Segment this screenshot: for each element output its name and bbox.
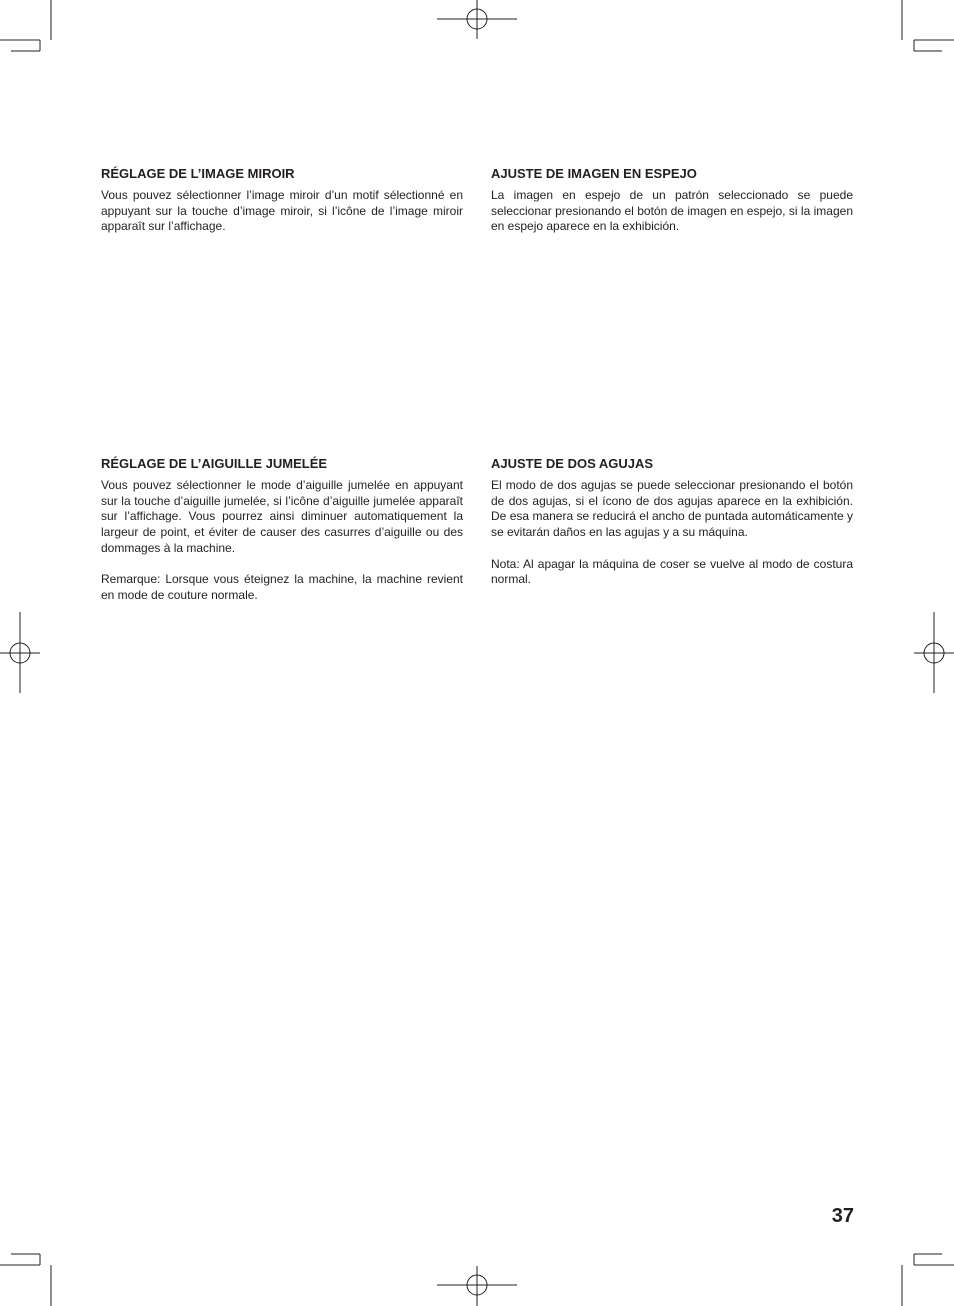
page-number: 37 [831, 1205, 854, 1227]
section-heading: AJUSTE DE DOS AGUJAS [491, 456, 654, 471]
section-paragraph: La imagen en espejo de un patrón seleccionado se puede seleccionar presionando el botón de imagen en espejo, si la imagen en espejo aparece en la exhibición. [491, 188, 853, 234]
section-twin-needle-fr [101, 456, 463, 604]
section-heading: RÉGLAGE DE L’IMAGE MIROIR [101, 166, 295, 181]
section-paragraph: Vous pouvez sélectionner l’image miroir d’un motif sélectionné en appuyant sur la touche d’image miroir, si l’icône de l’image miroir apparaît sur l’affichage. [101, 188, 463, 234]
section-note: Remarque: Lorsque vous éteignez la machine, la machine revient en mode de couture normale. [101, 572, 463, 602]
section-heading: AJUSTE DE IMAGEN EN ESPEJO [491, 166, 697, 181]
section-note: Nota: Al apagar la máquina de coser se vuelve al modo de costura normal. [491, 556, 853, 587]
section-paragraph: El modo de dos agujas se puede seleccionar presionando el botón de dos agujas, si el ícono de dos agujas aparece en la exhibición. De esa manera se reducirá el ancho de puntada automáticamente y se evitarán daños en las agujas y a su máquina. [491, 478, 853, 540]
section-twin-needle-es [491, 456, 853, 588]
section-heading: RÉGLAGE DE L’AIGUILLE JUMELÉE [101, 456, 328, 471]
section-mirror-image-fr [101, 166, 463, 235]
section-paragraph: Vous pouvez sélectionner le mode d’aiguille jumelée en appuyant sur la touche d’aiguille jumelée, si l’icône d’aiguille jumelée apparaît sur l’affichage. Vous pourrez ainsi diminuer automatiquement la largeur de point, et éviter de causer des casurres d’aiguille ou des dommages à la machine. [101, 478, 463, 555]
section-mirror-image-es [491, 166, 853, 235]
